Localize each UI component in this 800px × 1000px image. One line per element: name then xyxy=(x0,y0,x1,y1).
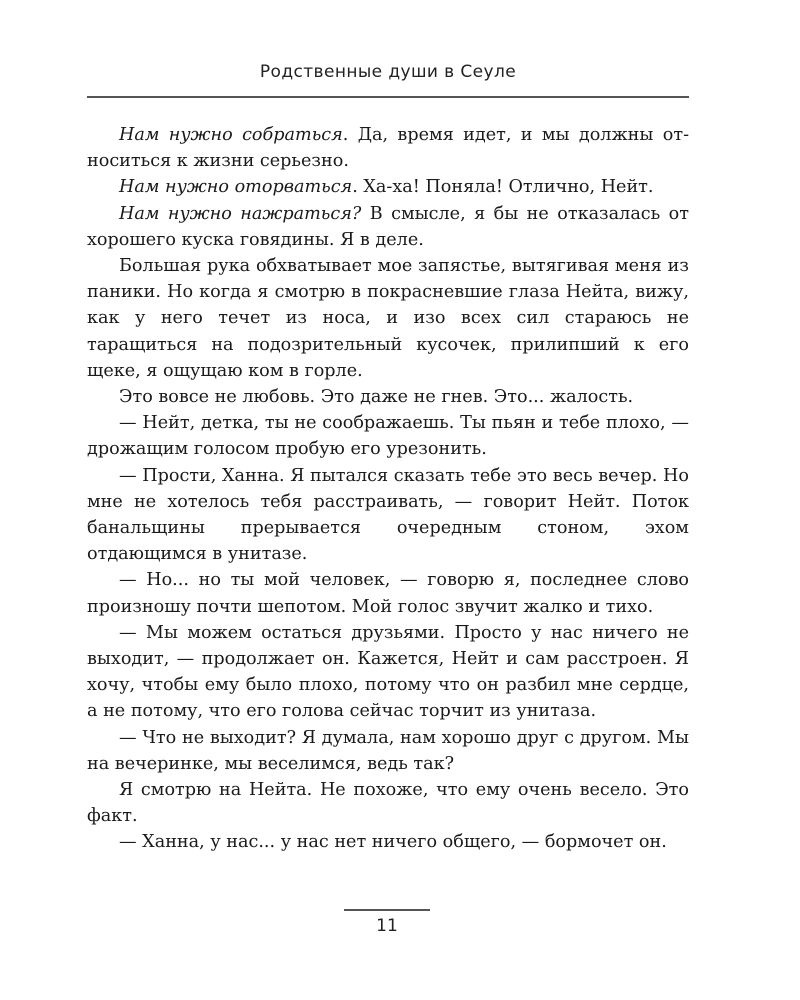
header-divider xyxy=(87,96,689,98)
paragraph-text: . Ха-ха! Поняла! Отлично, Нейт. xyxy=(352,177,654,198)
paragraph-text: В смысле, я бы не отказалась от хорошего куска говядины. Я в деле. xyxy=(87,203,689,250)
paragraph: — Нейт, детка, ты не соображаешь. Ты пьян и тебе плохо, — дрожащим голосом пробую его урезонить. xyxy=(87,413,689,460)
paragraph: Это вовсе не любовь. Это даже не гнев. Это... жалость. xyxy=(119,387,634,408)
paragraph xyxy=(87,174,689,200)
paragraph: — Прости, Ханна. Я пытался сказать тебе это весь вечер. Но мне не хотелось тебя расстраивать, — говорит Нейт. Поток банальщины прерывается очередным стоном, эхом отдающимся в унитазе. xyxy=(87,465,689,565)
paragraph: — Мы можем остаться друзьями. Просто у нас ничего не выходит, — продолжает он. Кажется, Нейт и сам расстроен. Я хочу, чтобы ему было плохо, потому что он разбил мне сердце, а не потому, что его голова сейчас торчит из унитаза. xyxy=(87,622,689,722)
paragraph: — Что не выходит? Я думала, нам хорошо друг с другом. Мы на вечеринке, мы веселимся, ведь так? xyxy=(87,727,689,774)
paragraph: — Но... но ты мой человек, — говорю я, последнее слово произношу почти шепотом. Мой голос звучит жалко и тихо. xyxy=(87,570,689,617)
italic-phrase: Нам нужно собраться xyxy=(119,125,343,145)
paragraph: Я смотрю на Нейта. Не похоже, что ему очень весело. Это факт. xyxy=(87,780,689,827)
italic-phrase: Нам нужно нажраться? xyxy=(119,203,362,224)
running-head-title: Родственные души в Сеуле xyxy=(259,62,517,82)
paragraph: Большая рука обхватывает мое запястье, вытягивая меня из паники. Но когда я смотрю в покрасневшие глаза Нейта, вижу, как у него течет из носа, и изо всех сил стараюсь не таращиться на подозрительный кусочек, прилипший к его щеке, я ощущаю ком в горле. xyxy=(87,256,689,381)
page-number: 11 xyxy=(376,916,398,936)
paragraph: — Ханна, у нас... у нас нет ничего общего, — бормочет он. xyxy=(119,832,667,853)
footer-divider xyxy=(344,909,430,911)
body-text xyxy=(87,122,689,856)
paragraph xyxy=(87,122,689,174)
paragraph xyxy=(87,201,689,253)
italic-phrase: Нам нужно оторваться xyxy=(119,177,353,198)
paragraph-text: . Да, время идет, и мы должны относиться к жизни серьезно. xyxy=(87,125,690,172)
